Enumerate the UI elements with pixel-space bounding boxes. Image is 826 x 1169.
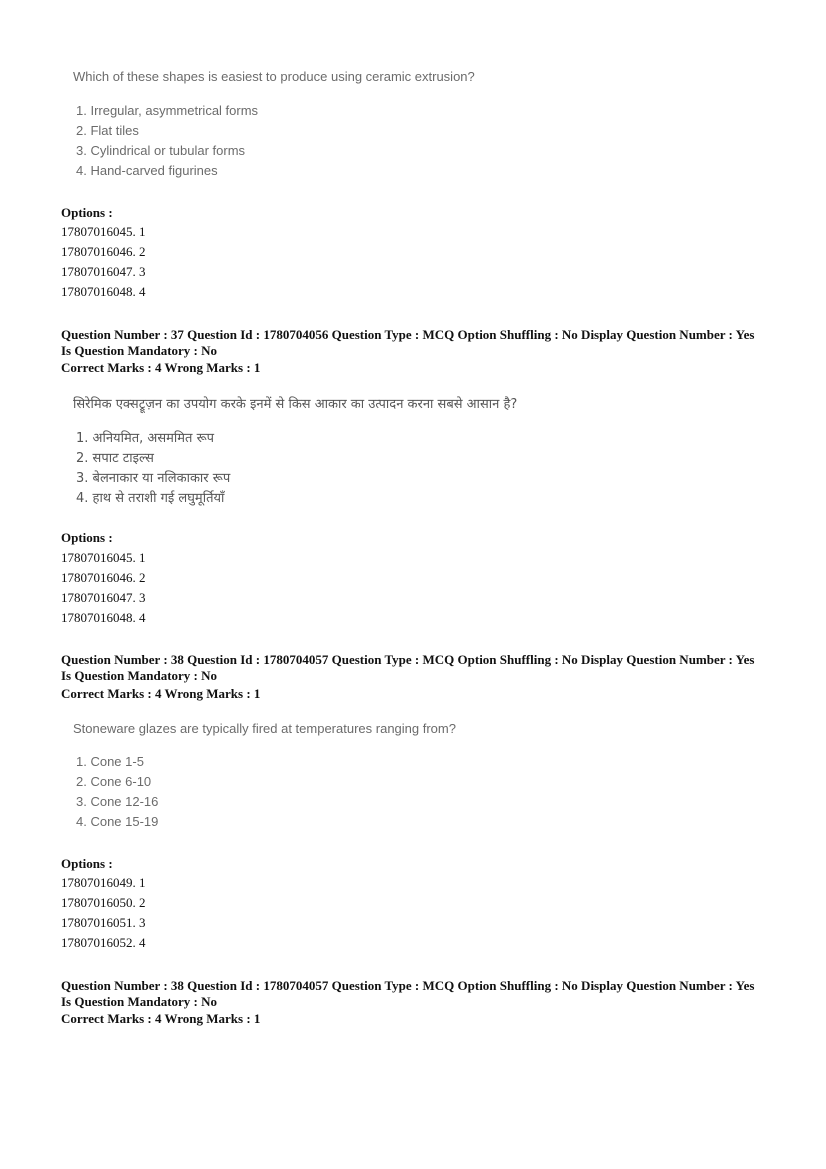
option-row: 17807016048. 4 xyxy=(61,284,146,299)
choice-2: 2. Cone 6-10 xyxy=(76,774,152,789)
choice-3: 3. Cone 12-16 xyxy=(76,794,159,809)
question-mandatory: Is Question Mandatory : No xyxy=(61,994,218,1009)
question-text-q36-english: Which of these shapes is easiest to produce using ceramic extrusion? xyxy=(73,69,475,84)
question-meta-line: Question Number : 38 Question Id : 1780704057 Question Type : MCQ Option Shuffling : No Display Question Number : Yes xyxy=(61,652,755,667)
option-row: 17807016052. 4 xyxy=(61,935,146,950)
choice-3: 3. Cylindrical or tubular forms xyxy=(76,143,246,158)
option-row: 17807016048. 4 xyxy=(61,610,146,625)
option-row: 17807016046. 2 xyxy=(61,244,146,259)
option-row: 17807016047. 3 xyxy=(61,264,146,279)
question-meta-line: Question Number : 37 Question Id : 1780704056 Question Type : MCQ Option Shuffling : No Display Question Number : Yes xyxy=(61,327,755,342)
option-row: 17807016049. 1 xyxy=(61,875,146,890)
choice-2: 2. Flat tiles xyxy=(76,123,139,138)
question-text-q38-english: Stoneware glazes are typically fired at temperatures ranging from? xyxy=(73,721,456,736)
option-row: 17807016045. 1 xyxy=(61,550,146,565)
option-row: 17807016051. 3 xyxy=(61,915,146,930)
choice-4: 4. Cone 15-19 xyxy=(76,814,159,829)
choice-1: 1. Cone 1-5 xyxy=(76,754,144,769)
choice-4: 4. हाथ से तराशी गई लघुमूर्तियाँ xyxy=(76,491,225,506)
option-row: 17807016047. 3 xyxy=(61,590,146,605)
question-mandatory: Is Question Mandatory : No xyxy=(61,343,218,358)
choice-4: 4. Hand-carved figurines xyxy=(76,163,218,178)
options-heading: Options : xyxy=(61,205,113,220)
option-row: 17807016045. 1 xyxy=(61,224,146,239)
option-row: 17807016050. 2 xyxy=(61,895,146,910)
question-mandatory: Is Question Mandatory : No xyxy=(61,668,218,683)
question-meta-line: Question Number : 38 Question Id : 1780704057 Question Type : MCQ Option Shuffling : No Display Question Number : Yes xyxy=(61,978,755,993)
choice-2: 2. सपाट टाइल्स xyxy=(76,451,154,466)
choice-1: 1. Irregular, asymmetrical forms xyxy=(76,103,259,118)
question-marks: Correct Marks : 4 Wrong Marks : 1 xyxy=(61,1011,261,1026)
question-marks: Correct Marks : 4 Wrong Marks : 1 xyxy=(61,686,261,701)
options-heading: Options : xyxy=(61,530,113,545)
options-heading: Options : xyxy=(61,856,113,871)
question-marks: Correct Marks : 4 Wrong Marks : 1 xyxy=(61,360,261,375)
option-row: 17807016046. 2 xyxy=(61,570,146,585)
choice-1: 1. अनियमित, असममित रूप xyxy=(76,431,215,446)
question-text-q37-hindi: सिरेमिक एक्सट्रूज़न का उपयोग करके इनमें से किस आकार का उत्पादन करना सबसे आसान है? xyxy=(73,397,518,412)
choice-3: 3. बेलनाकार या नलिकाकार रूप xyxy=(76,471,231,486)
